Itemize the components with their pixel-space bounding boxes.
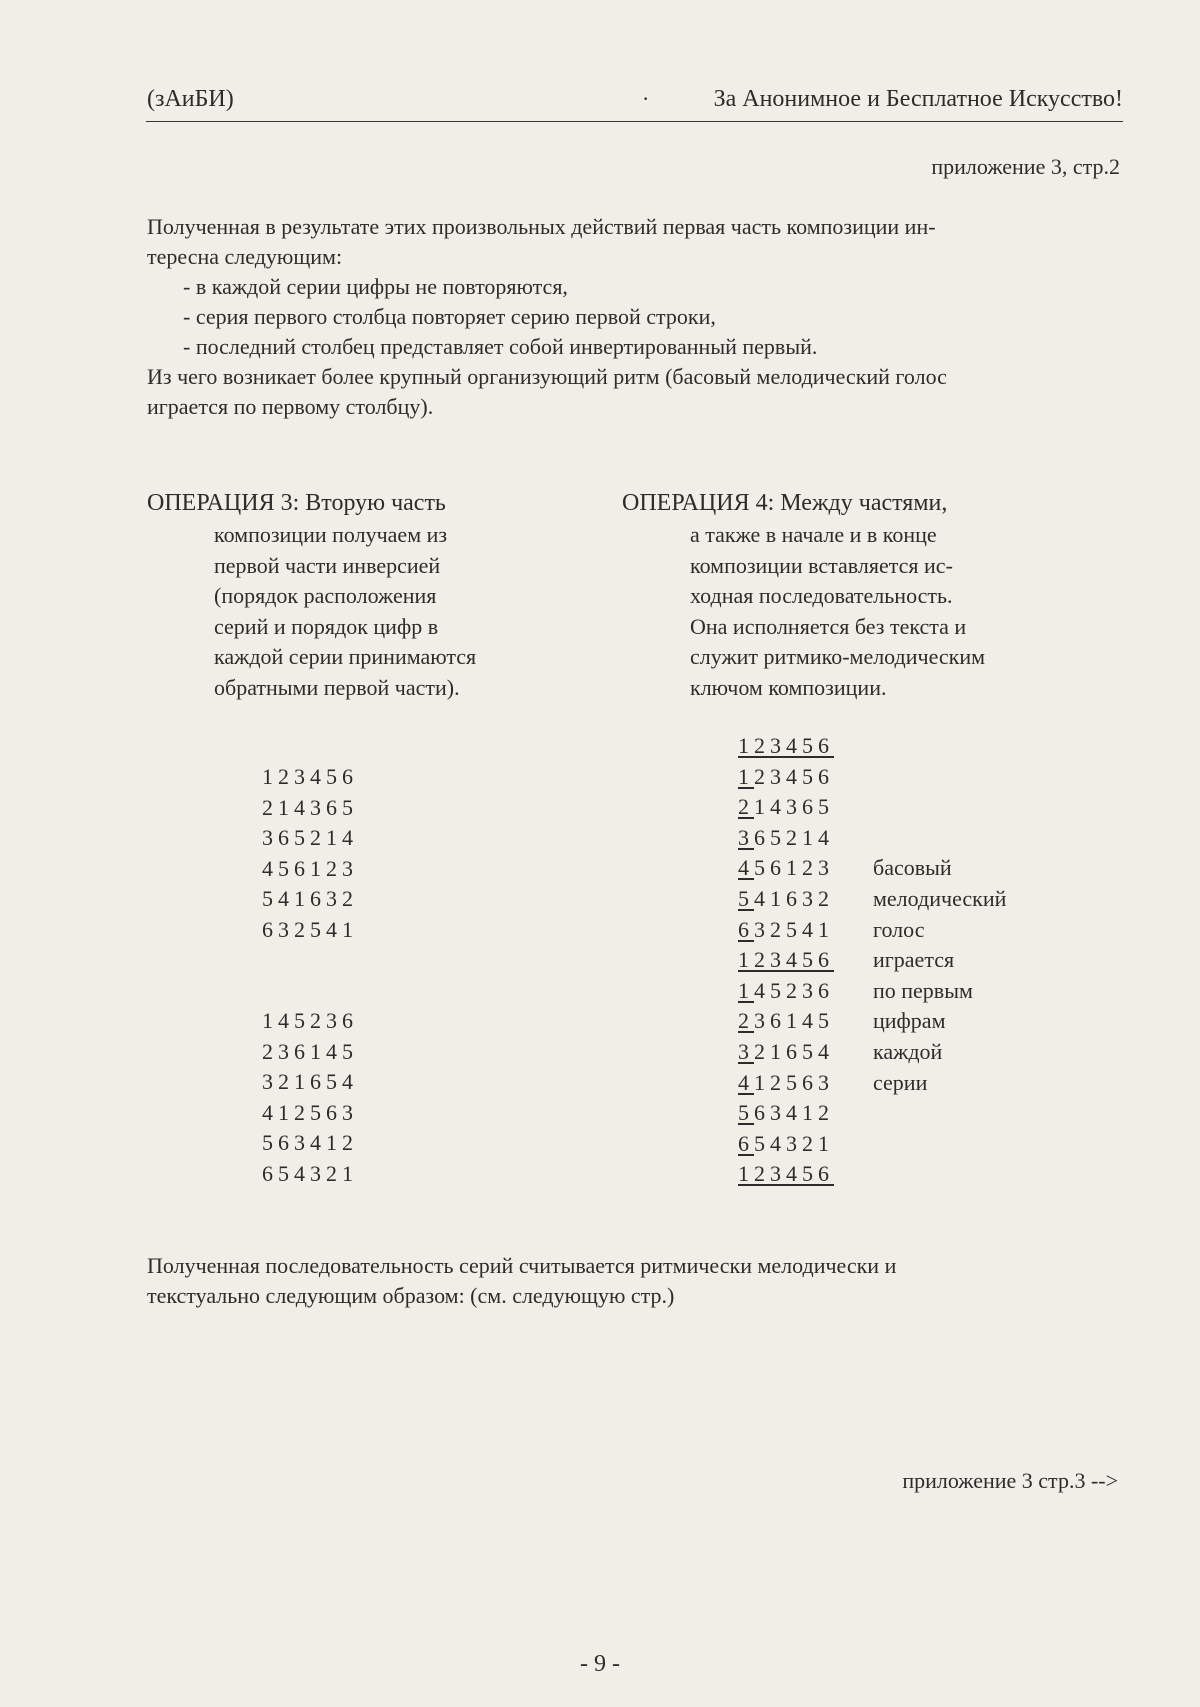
series-row: 321654 — [738, 1039, 834, 1064]
intro-line: Из чего возникает более крупный организующий ритм (басовый мелодический голос — [147, 364, 947, 389]
op4-line: служит ритмико-мелодическим — [690, 644, 986, 669]
series-row: 541632 — [738, 886, 834, 911]
series-row: 145236 — [738, 977, 834, 1003]
outro-line: текстуально следующим образом: (см. следующую стр.) — [147, 1283, 675, 1308]
op4-line: Она исполняется без текста и — [690, 613, 967, 639]
series-row: 123456 — [738, 763, 834, 789]
series-row: 214365 — [262, 794, 358, 820]
header-dot: · — [642, 86, 650, 111]
side-note-line: по первым — [873, 977, 973, 1003]
op4-line: а также в начале и в конце — [690, 522, 937, 547]
op4-line: ключом композиции. — [690, 674, 887, 700]
intro-line: играется по первому столбцу). — [147, 394, 434, 419]
series-row: 123456 — [738, 1161, 834, 1187]
series-row: 365214 — [262, 825, 358, 851]
header-rule — [146, 121, 1123, 122]
series-row: 563412 — [262, 1130, 358, 1156]
intro-item: - серия первого столбца повторяет серию первой строки, — [183, 304, 716, 329]
series-row: 236145 — [738, 1008, 834, 1034]
side-note-line: басовый — [873, 855, 952, 881]
series-row: 123456 — [738, 733, 834, 758]
intro-line: Полученная в результате этих произвольных действий первая часть композиции ин- — [147, 214, 936, 239]
intro-item: - в каждой серии цифры не повторяются, — [183, 274, 568, 299]
series-row: 632541 — [262, 917, 358, 942]
outro-paragraph — [147, 1251, 1117, 1311]
subheader: приложение 3, стр.2 — [931, 154, 1120, 179]
next-page-link[interactable]: приложение 3 стр.3 --> — [902, 1468, 1118, 1493]
op4-line: ходная последовательность. — [690, 583, 953, 608]
side-note-line: мелодический — [873, 886, 1007, 911]
header-left: (зАиБИ) — [147, 86, 234, 112]
intro-paragraph — [147, 212, 1117, 422]
op3-line: (порядок расположения — [214, 583, 437, 608]
header-right: За Анонимное и Бесплатное Искусство! — [713, 86, 1123, 112]
side-note-line: серии — [873, 1069, 928, 1095]
op3-line: обратными первой части). — [214, 674, 460, 700]
op3-line: композиции получаем из — [214, 522, 448, 547]
series-row: 321654 — [262, 1069, 358, 1095]
series-row: 123456 — [738, 947, 834, 973]
series-row: 412563 — [738, 1069, 834, 1095]
op3-line: серий и порядок цифр в — [214, 613, 439, 639]
side-note-line: играется — [873, 947, 955, 973]
side-note-line: каждой — [873, 1039, 943, 1064]
series-row: 456123 — [738, 855, 834, 881]
series-row: 563412 — [738, 1100, 834, 1126]
series-row: 541632 — [262, 886, 358, 912]
series-row: 214365 — [738, 794, 834, 820]
series-row: 654321 — [738, 1130, 834, 1156]
series-row: 123456 — [262, 764, 358, 789]
outro-line: Полученная последовательность серий считывается ритмически мелодически и — [147, 1253, 897, 1278]
op4-line: композиции вставляется ис- — [690, 552, 953, 578]
series-row: 365214 — [738, 824, 834, 850]
side-note-line: цифрам — [873, 1008, 946, 1034]
series-row: 412563 — [262, 1099, 358, 1125]
side-note-line: голос — [873, 916, 925, 942]
op4-body — [690, 520, 985, 703]
intro-item: - последний столбец представляет собой инвертированный первый. — [183, 334, 818, 359]
op3-line: каждой серии принимаются — [214, 644, 477, 669]
series-row: 145236 — [262, 1008, 358, 1033]
page-number: - 9 - — [580, 1651, 620, 1677]
op4-heading: ОПЕРАЦИЯ 4: Между частями, — [622, 490, 948, 516]
series-row: 456123 — [262, 855, 358, 881]
intro-line: тересна следующим: — [147, 244, 343, 269]
series-row: 654321 — [262, 1161, 358, 1186]
op3-line: первой части инверсией — [214, 552, 441, 578]
series-row: 632541 — [738, 916, 834, 942]
op3-body — [214, 520, 476, 703]
op3-heading: ОПЕРАЦИЯ 3: Вторую часть — [147, 490, 446, 516]
series-row: 236145 — [262, 1038, 358, 1064]
